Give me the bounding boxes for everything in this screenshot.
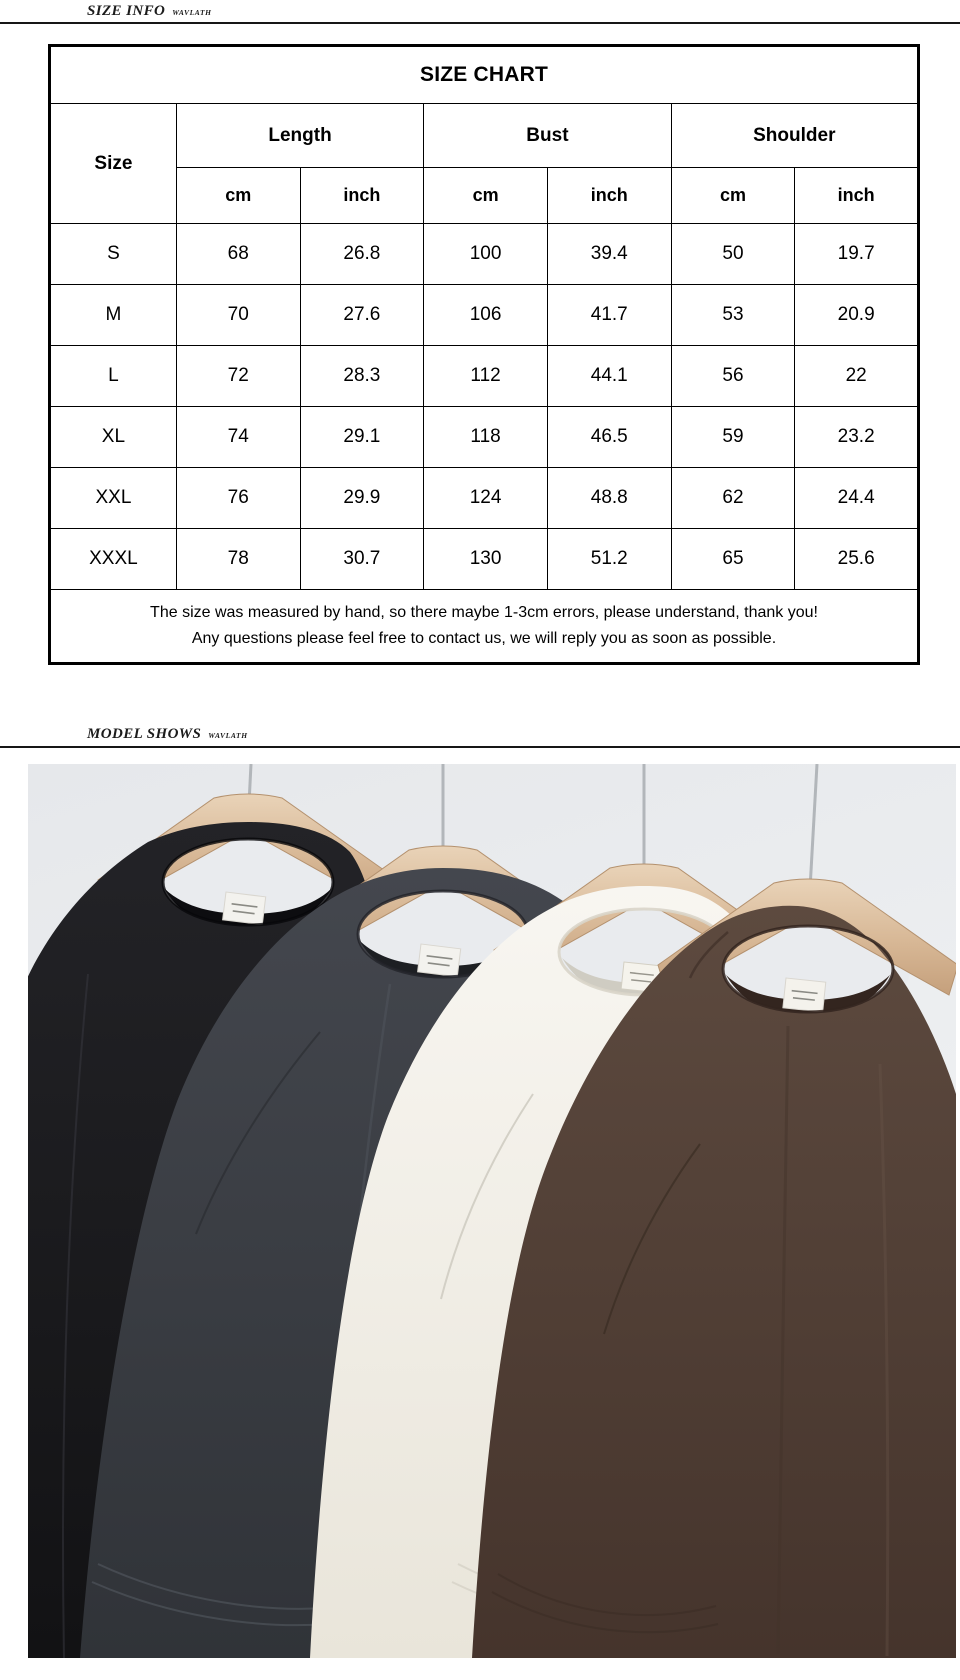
length-inch: 26.8 <box>300 224 424 285</box>
length-inch: 27.6 <box>300 285 424 346</box>
shoulder-inch: 23.2 <box>795 407 919 468</box>
size-label: XL <box>50 407 177 468</box>
unit-header-length-inch: inch <box>300 168 424 224</box>
table-row-l <box>50 346 919 407</box>
size-label: L <box>50 346 177 407</box>
length-inch: 29.9 <box>300 468 424 529</box>
table-row-xl <box>50 407 919 468</box>
shoulder-inch: 24.4 <box>795 468 919 529</box>
size-chart-title: SIZE CHART <box>50 46 919 104</box>
table-row-s <box>50 224 919 285</box>
shoulder-cm: 50 <box>671 224 795 285</box>
table-row-xxl <box>50 468 919 529</box>
size-info-brand-mark: WAVLATH <box>172 8 212 17</box>
bust-cm: 112 <box>424 346 548 407</box>
length-cm: 78 <box>176 529 300 590</box>
length-cm: 76 <box>176 468 300 529</box>
table-row-m <box>50 285 919 346</box>
shoulder-cm: 56 <box>671 346 795 407</box>
size-label: XXXL <box>50 529 177 590</box>
size-info-heading <box>87 3 212 20</box>
shoulder-cm: 53 <box>671 285 795 346</box>
tshirts-photo-illustration <box>28 764 956 1658</box>
size-chart-title-row <box>50 46 919 104</box>
table-row-xxxl <box>50 529 919 590</box>
size-chart-group-header-row <box>50 104 919 168</box>
bust-inch: 44.1 <box>547 346 671 407</box>
bust-cm: 106 <box>424 285 548 346</box>
shoulder-inch: 25.6 <box>795 529 919 590</box>
unit-header-shoulder-inch: inch <box>795 168 919 224</box>
unit-header-bust-inch: inch <box>547 168 671 224</box>
bust-inch: 51.2 <box>547 529 671 590</box>
neck-label <box>223 892 266 925</box>
shoulder-cm: 59 <box>671 407 795 468</box>
size-chart-note <box>50 590 919 664</box>
length-cm: 68 <box>176 224 300 285</box>
bust-cm: 118 <box>424 407 548 468</box>
shoulder-cm: 65 <box>671 529 795 590</box>
model-shows-divider <box>0 746 960 748</box>
size-chart-note-row <box>50 590 919 664</box>
size-chart-unit-header-row <box>50 168 919 224</box>
size-label: XXL <box>50 468 177 529</box>
bust-cm: 130 <box>424 529 548 590</box>
size-label: M <box>50 285 177 346</box>
bust-inch: 46.5 <box>547 407 671 468</box>
model-shows-title: MODEL SHOWS <box>87 726 202 742</box>
bust-inch: 41.7 <box>547 285 671 346</box>
model-shows-heading <box>87 726 248 743</box>
bust-cm: 124 <box>424 468 548 529</box>
shoulder-cm: 62 <box>671 468 795 529</box>
unit-header-length-cm: cm <box>176 168 300 224</box>
bust-cm: 100 <box>424 224 548 285</box>
column-header-size: Size <box>50 104 177 224</box>
column-header-shoulder: Shoulder <box>671 104 918 168</box>
length-inch: 28.3 <box>300 346 424 407</box>
shoulder-inch: 22 <box>795 346 919 407</box>
length-inch: 29.1 <box>300 407 424 468</box>
size-label: S <box>50 224 177 285</box>
column-header-bust: Bust <box>424 104 671 168</box>
length-cm: 72 <box>176 346 300 407</box>
size-info-divider <box>0 22 960 24</box>
unit-header-shoulder-cm: cm <box>671 168 795 224</box>
length-cm: 70 <box>176 285 300 346</box>
bust-inch: 48.8 <box>547 468 671 529</box>
length-cm: 74 <box>176 407 300 468</box>
size-info-title: SIZE INFO <box>87 3 166 19</box>
bust-inch: 39.4 <box>547 224 671 285</box>
size-chart-table <box>48 44 920 665</box>
note-line-1: The size was measured by hand, so there maybe 1-3cm errors, please understand, thank you! <box>150 604 818 621</box>
length-inch: 30.7 <box>300 529 424 590</box>
neck-label <box>783 978 826 1012</box>
unit-header-bust-cm: cm <box>424 168 548 224</box>
neck-label <box>418 944 461 977</box>
model-shows-brand-mark: WAVLATH <box>208 731 248 740</box>
column-header-length: Length <box>176 104 423 168</box>
shoulder-inch: 19.7 <box>795 224 919 285</box>
product-photo <box>28 764 956 1658</box>
shoulder-inch: 20.9 <box>795 285 919 346</box>
note-line-2: Any questions please feel free to contact us, we will reply you as soon as possible. <box>191 630 777 647</box>
